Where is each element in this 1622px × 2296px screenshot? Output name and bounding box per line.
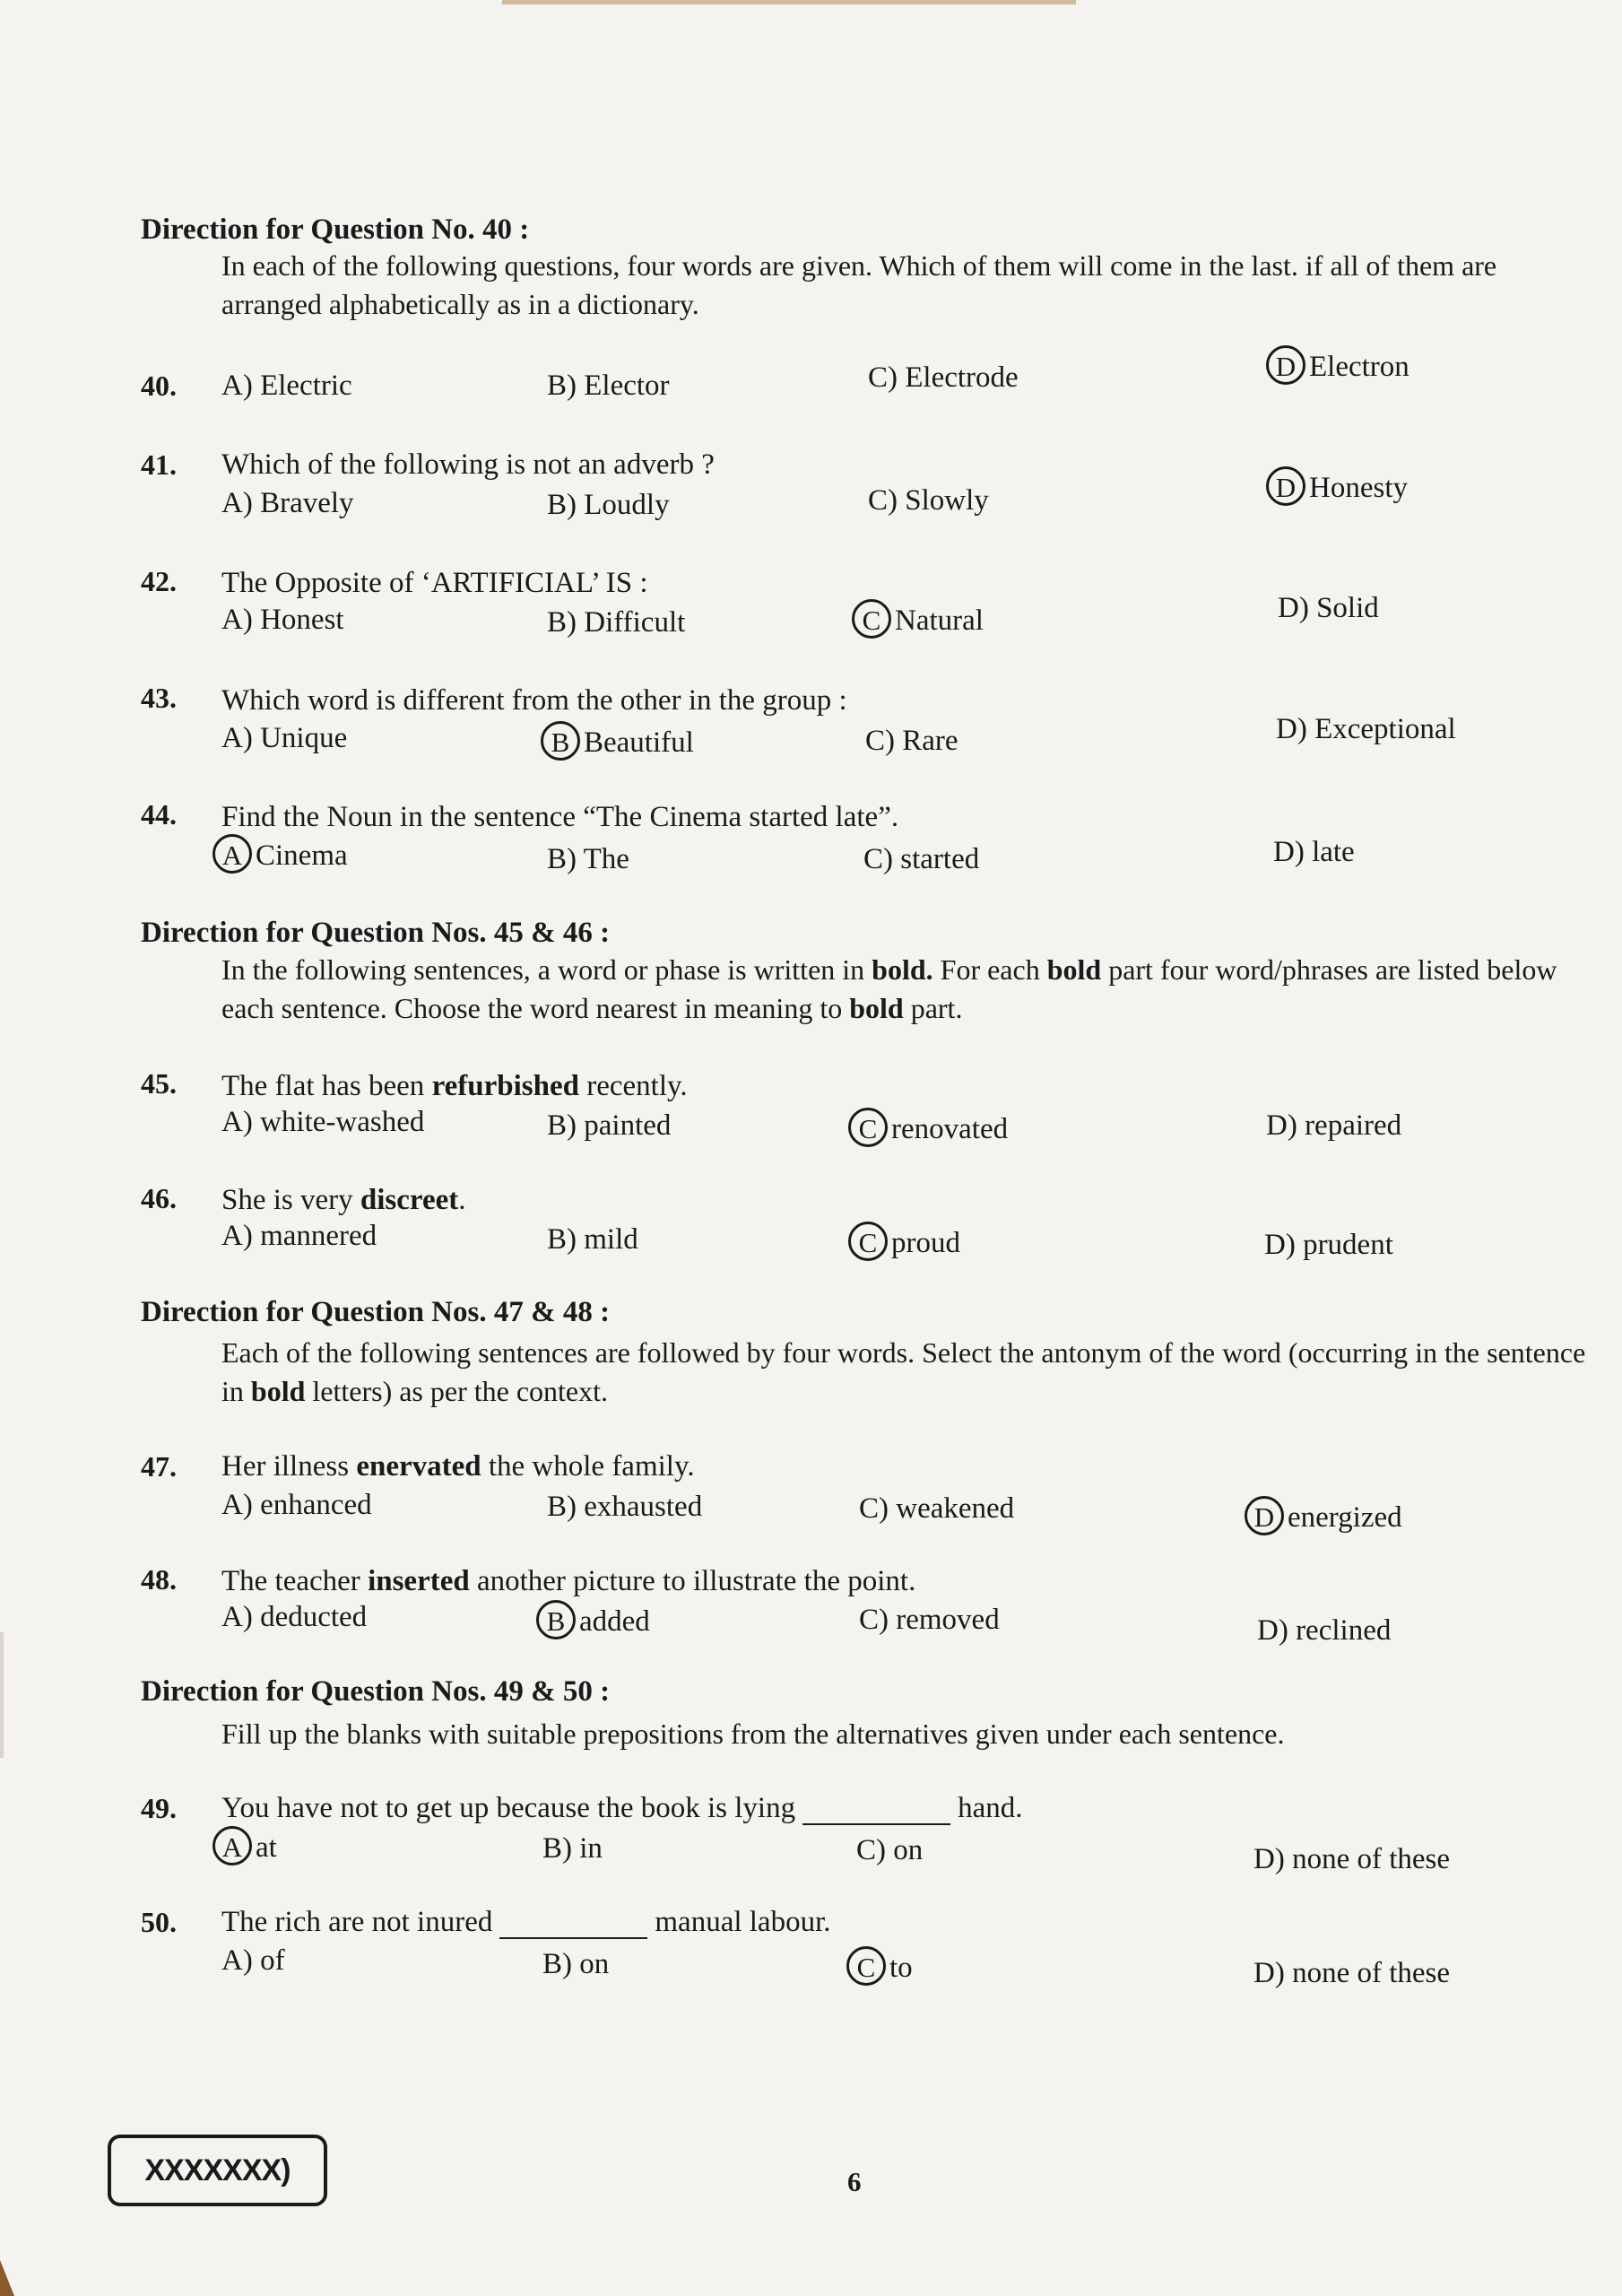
answer-circle: D (1266, 345, 1305, 385)
option-d: D) none of these (1253, 1957, 1451, 1989)
option-a-selected: A Cinema (213, 834, 348, 874)
option-a: A) Unique (221, 722, 348, 754)
option-c-selected: C proud (848, 1222, 960, 1261)
question-number: 41. (141, 448, 177, 481)
answer-circle: C (848, 1222, 888, 1261)
blank-line (499, 1910, 647, 1939)
option-d-selected: D Electron (1266, 345, 1409, 385)
question-number: 42. (141, 565, 177, 597)
option-c: C) weakened (859, 1492, 1015, 1525)
option-b: B) mild (547, 1223, 638, 1256)
option-c: C) Electrode (868, 361, 1019, 394)
option-b-selected: B Beautiful (541, 721, 694, 761)
question-text: The flat has been refurbished recently. (221, 1070, 688, 1102)
option-a: A) enhanced (221, 1489, 372, 1521)
option-d-selected: D energized (1245, 1496, 1402, 1535)
answer-circle: A (213, 1826, 252, 1866)
option-b: B) in (542, 1832, 603, 1865)
answer-circle: C (848, 1108, 888, 1147)
option-d-selected: D Honesty (1266, 466, 1408, 506)
direction-title-40: Direction for Question No. 40 : (141, 213, 530, 246)
option-d: D) none of these (1253, 1843, 1451, 1875)
page-number: 6 (847, 2166, 862, 2197)
question-text: The teacher inserted another picture to illustrate the point. (221, 1565, 916, 1597)
direction-text-47-48: Each of the following sentences are followed by four words. Select the antonym of the word (occurring in the sentence in bold letters) as per the context. (221, 1336, 1586, 1407)
question-text: Which word is different from the other in the group : (221, 684, 847, 717)
question-number: 47. (141, 1450, 177, 1483)
option-d: D) late (1273, 836, 1355, 868)
question-number: 48. (141, 1563, 177, 1596)
answer-circle: B (536, 1600, 576, 1639)
question-number: 49. (141, 1792, 177, 1824)
option-d: D) repaired (1266, 1109, 1402, 1142)
direction-title-49-50: Direction for Question Nos. 49 & 50 : (141, 1675, 611, 1708)
answer-circle: D (1266, 466, 1305, 506)
option-c: C) started (863, 843, 980, 875)
scan-corner (0, 2260, 14, 2296)
blank-line (802, 1796, 950, 1825)
answer-circle: A (213, 834, 252, 874)
option-b: B) painted (547, 1109, 672, 1142)
answer-circle: D (1245, 1496, 1284, 1535)
question-number: 46. (141, 1182, 177, 1214)
option-b: B) Difficult (547, 606, 686, 639)
option-b: B) exhausted (547, 1491, 703, 1523)
option-c-selected: C Natural (852, 599, 984, 639)
option-a: A) of (221, 1944, 285, 1977)
option-a: A) deducted (221, 1601, 368, 1633)
booklet-code: XXXXXXX) (144, 2152, 291, 2187)
option-d: D) reclined (1257, 1614, 1392, 1647)
option-a: A) Electric (221, 370, 352, 402)
option-a-selected: A at (213, 1826, 277, 1866)
answer-circle: C (852, 599, 891, 639)
question-text: Her illness enervated the whole family. (221, 1450, 695, 1483)
option-b: B) on (542, 1948, 610, 1980)
option-c-selected: C to (846, 1946, 913, 1986)
question-number: 50. (141, 1906, 177, 1938)
option-a: A) Bravely (221, 487, 354, 519)
scan-shadow (0, 1632, 4, 1758)
question-text: Find the Noun in the sentence “The Cinema started late”. (221, 801, 899, 833)
option-b: B) The (547, 843, 629, 875)
booklet-code-box (108, 2135, 327, 2206)
option-a: A) mannered (221, 1220, 377, 1252)
question-number: 40. (141, 370, 177, 402)
option-a: A) Honest (221, 604, 344, 636)
option-b-selected: B added (536, 1600, 650, 1639)
question-text: You have not to get up because the book is lying hand. (221, 1792, 1023, 1824)
direction-text-40: In each of the following questions, four words are given. Which of them will come in the last. if all of them are arranged alphabetically as in a dictionary. (221, 249, 1497, 320)
option-d: D) Solid (1278, 592, 1379, 624)
direction-text-49-50: Fill up the blanks with suitable prepositions from the alternatives given under each sentence. (221, 1718, 1285, 1750)
option-a: A) white-washed (221, 1106, 425, 1138)
option-b: B) Loudly (547, 489, 670, 521)
direction-text-45-46: In the following sentences, a word or phase is written in bold. For each bold part four word/phrases are listed below each sentence. Choose the word nearest in meaning to bold part. (221, 953, 1557, 1024)
question-number: 44. (141, 798, 177, 831)
option-c-selected: C renovated (848, 1108, 1008, 1147)
answer-circle: B (541, 721, 580, 761)
question-text: She is very discreet. (221, 1184, 466, 1216)
option-c: C) Slowly (868, 484, 989, 517)
option-d: D) prudent (1264, 1229, 1393, 1261)
direction-title-45-46: Direction for Question Nos. 45 & 46 : (141, 917, 611, 949)
question-text: The Opposite of ‘ARTIFICIAL’ IS : (221, 567, 648, 599)
answer-circle: C (846, 1946, 886, 1986)
question-text: The rich are not inured manual labour. (221, 1906, 831, 1938)
option-c: C) on (856, 1834, 924, 1866)
option-d: D) Exceptional (1276, 713, 1456, 745)
question-number: 43. (141, 682, 177, 714)
question-number: 45. (141, 1067, 177, 1100)
option-c: C) Rare (865, 725, 958, 757)
question-text: Which of the following is not an adverb ? (221, 448, 715, 481)
scan-edge-mark (502, 0, 1076, 4)
option-b: B) Elector (547, 370, 670, 402)
direction-title-47-48: Direction for Question Nos. 47 & 48 : (141, 1296, 611, 1328)
option-c: C) removed (859, 1604, 1000, 1636)
